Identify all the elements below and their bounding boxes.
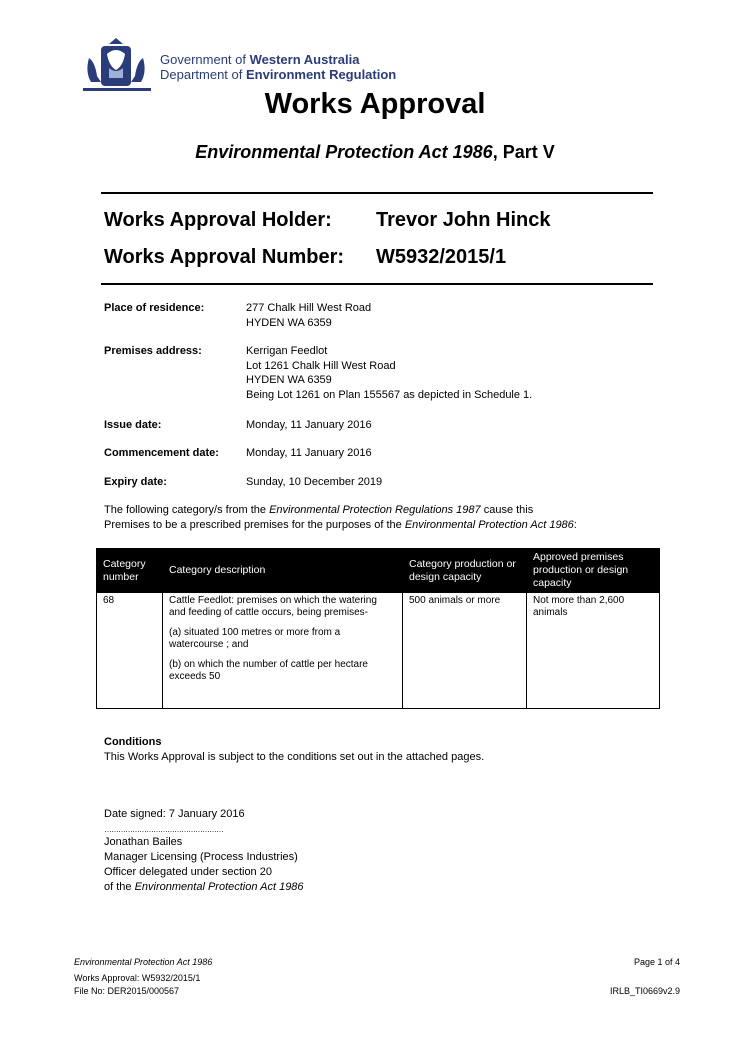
approval-number-label: Works Approval Number:	[104, 246, 345, 268]
cell-approved-capacity: Not more than 2,600 animals	[527, 593, 660, 709]
footer-file-number: File No: DER2015/000567	[74, 986, 180, 996]
header-category-description: Category description	[163, 549, 403, 593]
residence-label: Place of residence:	[104, 302, 205, 314]
document-title: Works Approval	[264, 88, 486, 120]
bottom-divider	[101, 283, 653, 285]
approval-number-value: W5932/2015/1	[376, 246, 507, 268]
residence-value: 277 Chalk Hill West Road HYDEN WA 6359	[246, 302, 372, 329]
footer-form-code: IRLB_TI0669v2.9	[609, 986, 680, 996]
footer-act: Environmental Protection Act 1986	[74, 957, 213, 967]
issue-date-value: Monday, 11 January 2016	[246, 419, 372, 431]
department-name: Department of Environment Regulation	[160, 67, 397, 82]
cell-category-capacity: 500 animals or more	[403, 593, 527, 709]
header-approved-capacity: Approved premises production or design capacity	[527, 549, 660, 593]
signature-line: ……………………………………………	[104, 825, 223, 834]
top-divider	[101, 192, 653, 194]
footer-approval-number: Works Approval: W5932/2015/1	[74, 973, 201, 983]
footer-page-number: Page 1 of 4	[633, 957, 680, 967]
header-category-number: Category number	[97, 549, 163, 593]
conditions-heading: Conditions	[104, 736, 162, 748]
conditions-text: This Works Approval is subject to the conditions set out in the attached pages.	[104, 751, 485, 763]
cell-category-description: Cattle Feedlot: premises on which the watering and feeding of cattle occurs, being premises- (a) situated 100 metres or more from a watercourse ; and (b) on which the number of cattle per hectare exceeds 50	[163, 593, 403, 709]
government-name: Government of Western Australia	[160, 52, 360, 67]
cell-category-number: 68	[97, 593, 163, 709]
category-table	[96, 548, 660, 709]
premises-value: Kerrigan Feedlot Lot 1261 Chalk Hill West Road HYDEN WA 6359 Being Lot 1261 on Plan 155567 as depicted in Schedule 1.	[246, 345, 533, 401]
document-subtitle: Environmental Protection Act 1986, Part V	[195, 142, 555, 162]
issue-date-label: Issue date:	[104, 419, 162, 431]
table-header-row	[97, 549, 660, 593]
holder-value: Trevor John Hinck	[376, 209, 551, 231]
commencement-date-value: Monday, 11 January 2016	[246, 447, 372, 459]
category-intro: The following category/s from the Environmental Protection Regulations 1987 cause this Premises to be a prescribed premises for the purposes of the Environmental Protection Act 1986:	[104, 504, 577, 531]
signatory-block: Jonathan Bailes Manager Licensing (Process Industries) Officer delegated under section 20 of the Environmental Protection Act 1986	[104, 836, 304, 893]
table-row	[97, 593, 660, 709]
header-category-capacity: Category production or design capacity	[403, 549, 527, 593]
expiry-date-value: Sunday, 10 December 2019	[246, 476, 383, 488]
premises-label: Premises address:	[104, 345, 202, 357]
date-signed: Date signed: 7 January 2016	[104, 808, 245, 820]
commencement-date-label: Commencement date:	[104, 447, 219, 459]
holder-label: Works Approval Holder:	[104, 209, 332, 231]
expiry-date-label: Expiry date:	[104, 476, 167, 488]
